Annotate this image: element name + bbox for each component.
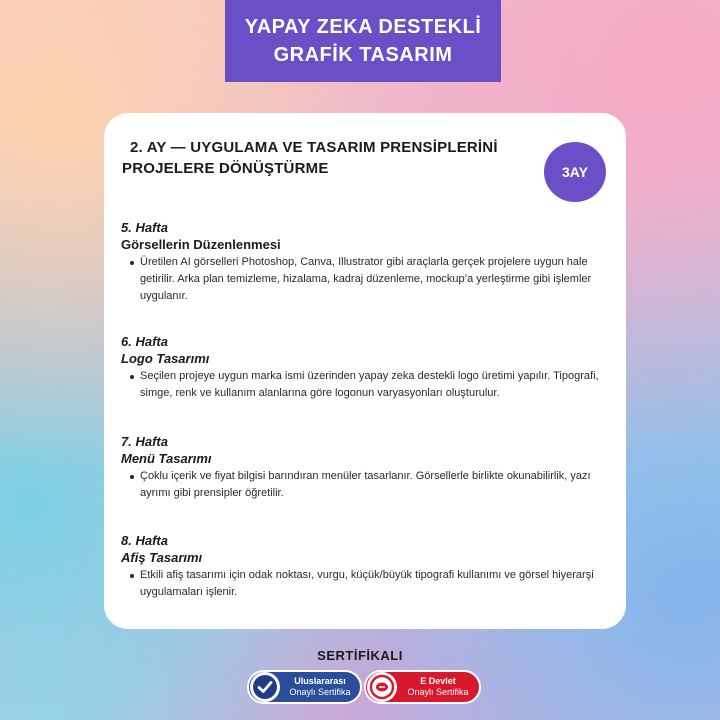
week-section — [121, 532, 611, 601]
curriculum-card — [104, 113, 626, 629]
header-title-line2: GRAFİK TASARIM — [273, 44, 453, 66]
card-title-line1: 2. AY — UYGULAMA VE TASARIM PRENSİPLERİNİ — [130, 139, 498, 156]
week-topic: Afiş Tasarımı — [121, 550, 203, 565]
week-bullets — [121, 368, 611, 402]
card-title — [122, 137, 522, 179]
week-label: 5. Hafta — [121, 220, 168, 235]
bullet-item: Üretilen AI görselleri Photoshop, Canva, Illustrator gibi araçlarla gerçek projelere uygun hale getirilir. Arka plan temizleme, hizalama, kadraj düzenleme, mockup’a yerleştirme gibi işlemler uygulanır. — [121, 254, 611, 305]
edevlet-certificate-badge — [364, 670, 481, 704]
certificate-heading: SERTİFİKALI — [317, 648, 403, 663]
badge-subtitle: Onaylı Sertifika — [289, 687, 351, 697]
bullet-item: Çoklu içerik ve fiyat bilgisi barındıran menüler tasarlanır. Görsellerle birlikte okunabilirlik, yazı ayrımı gibi prensipler öğretilir. — [121, 468, 611, 502]
week-bullets — [121, 468, 611, 502]
bullet-item: Seçilen projeye uygun marka ismi üzerinden yapay zeka destekli logo üretimi yapılır. Tipografi, simge, renk ve kullanım alanlarına göre logonun varyasyonları oluşturulur. — [121, 368, 611, 402]
week-label: 8. Hafta — [121, 533, 168, 548]
header-title-line1: YAPAY ZEKA DESTEKLİ — [244, 16, 482, 38]
week-bullets — [121, 254, 611, 305]
e-devlet-logo-icon — [367, 672, 397, 702]
week-label: 6. Hafta — [121, 334, 168, 349]
badge-title: Uluslararası — [294, 676, 346, 686]
month-badge: 3AY — [544, 142, 606, 202]
check-icon — [250, 672, 280, 702]
week-section — [121, 219, 611, 305]
week-topic: Menü Tasarımı — [121, 451, 212, 466]
week-label: 7. Hafta — [121, 434, 168, 449]
week-section — [121, 333, 611, 402]
week-section — [121, 433, 611, 502]
badge-subtitle: Onaylı Sertifika — [407, 687, 469, 697]
bullet-item: Etkili afiş tasarımı için odak noktası, vurgu, küçük/büyük tipografi kullanımı ve görsel hiyerarşi uygulamaları işlenir. — [121, 567, 611, 601]
badge-title: E Devlet — [420, 676, 456, 686]
week-bullets — [121, 567, 611, 601]
card-title-line2: PROJELERE DÖNÜŞTÜRME — [122, 160, 329, 177]
header-banner — [225, 0, 501, 82]
week-topic: Logo Tasarımı — [121, 351, 210, 366]
week-topic: Görsellerin Düzenlenmesi — [121, 237, 281, 252]
international-certificate-badge — [247, 670, 362, 704]
